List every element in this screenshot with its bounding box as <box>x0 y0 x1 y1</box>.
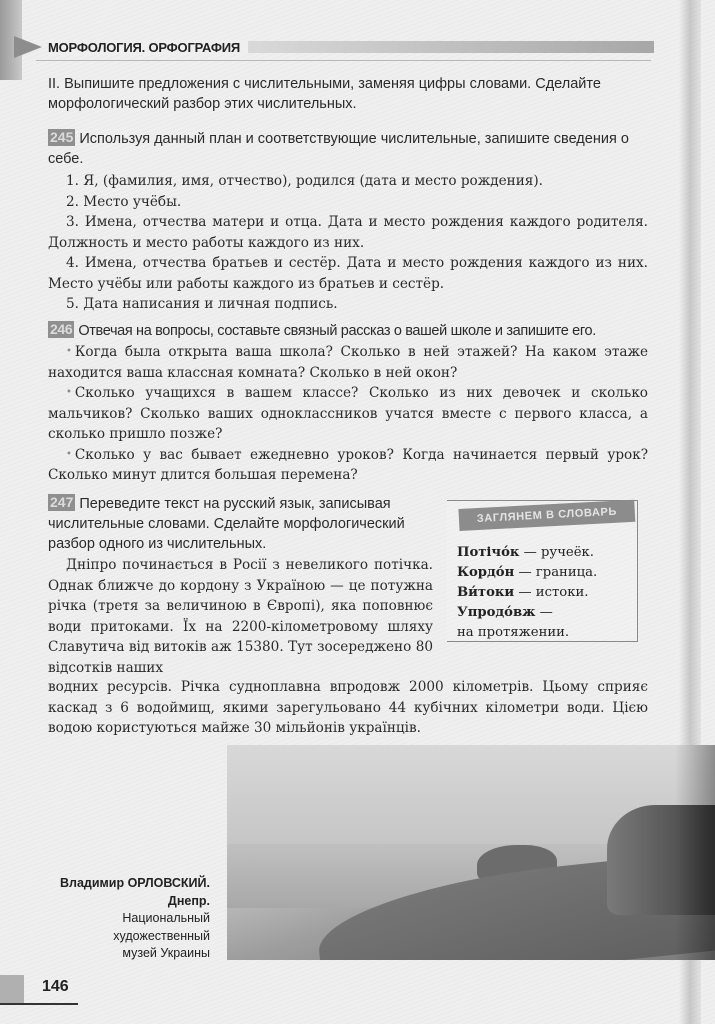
section-header <box>14 36 654 58</box>
dictionary-entry <box>457 623 597 643</box>
header-arrow-icon <box>14 36 42 58</box>
exercise-number-badge: 247 <box>50 494 74 510</box>
plan-item-1: 1. Я, (фамилия, имя, отчество), родился (дата и место рождения). <box>66 173 543 189</box>
exercise-245 <box>48 129 648 315</box>
instruction-text: Переведите текст на русский язык, записывая числительные словами. Сделайте морфологический разбор одного из числительных. <box>48 496 405 552</box>
page-number: 146 <box>42 978 69 995</box>
question-group-2 <box>48 383 648 445</box>
exercise-247 <box>48 494 433 678</box>
question-text: Сколько учащихся в вашем классе? Сколько из них девочек и сколько мальчиков? Сколько ваших одноклассников учатся вместе с первого класса, а сколько пришло позже? <box>48 385 648 442</box>
entry-translation: — <box>539 605 553 620</box>
dictionary-entry <box>457 543 597 563</box>
painting-museum-line-2: художественный <box>113 928 210 943</box>
question-text: Когда была открыта ваша школа? Сколько в ней этажей? На каком этаже находится ваша классная комната? Сколько в ней окон? <box>48 344 648 381</box>
instruction-text: Используя данный план и соответствующие числительные, запишите сведения о себе. <box>48 131 629 167</box>
dictionary-entry <box>457 603 597 623</box>
painting-dnieper-image <box>227 745 715 960</box>
dictionary-entries <box>457 543 597 643</box>
dictionary-entry <box>457 563 597 583</box>
entry-translation: — ручеёк. <box>523 545 594 560</box>
question-group-1 <box>48 342 648 383</box>
section-title: МОРФОЛОГИЯ. ОРФОГРАФИЯ <box>48 40 248 55</box>
bullet-icon: • <box>66 448 72 460</box>
plan-item-2: 2. Место учёбы. <box>66 193 182 210</box>
entry-word: Потічо́к <box>457 545 520 560</box>
exercise-246-instruction <box>48 321 648 341</box>
entry-translation: — граница. <box>518 565 598 580</box>
plan-item-4: 4. Имена, отчества братьев и сестёр. Дата и место рождения каждого из них. Место учёбы или работы каждого из братьев и сестёр. <box>48 255 648 292</box>
exercise-245-instruction <box>48 129 648 169</box>
painting-author: Владимир ОРЛОВСКИЙ. <box>60 876 210 890</box>
page-number-marker <box>0 975 24 1005</box>
painting-shadow <box>675 745 715 960</box>
dictionary-label: ЗАГЛЯНЕМ В СЛОВАРЬ <box>458 500 635 531</box>
entry-translation: на протяжении. <box>457 625 570 640</box>
header-bar <box>248 41 654 53</box>
painting-title: Днепр. <box>167 893 210 908</box>
painting-museum-line-1: Национальный <box>122 911 210 925</box>
question-group-3 <box>48 445 648 486</box>
dictionary-entry <box>457 583 597 603</box>
header-divider <box>36 60 651 61</box>
painting-museum-line-3: музей Украины <box>122 946 210 960</box>
entry-word: Кордо́н <box>457 565 515 580</box>
plan-item-5: 5. Дата написания и личная подпись. <box>66 296 338 312</box>
ukrainian-text-part-1: Дніпро починається в Росії з невеликого потічка. Однак ближче до кордону з Україною — це потужна річка (третя за величиною в Європі), яка поповнює води притоками. Їх на 2200-кілометровому шляху Славутича від витоків аж 15380. Тут зосереджено 80 відсотків наших <box>48 557 433 676</box>
bullet-icon: • <box>66 346 72 357</box>
ukrainian-text-part-2: водних ресурсів. Річка судноплавна впродовж 2000 кілометрів. Цьому сприяє каскад з 6 водоймищ, якими зарегульовано 44 кубічних кілометри води. Цією водою користуються майже 30 мільйонів українців. <box>48 679 648 736</box>
task-part-2-text: II. Выпишите предложения с числительными, заменяя цифры словами. Сделайте морфологический разбор этих числительных. <box>48 76 601 112</box>
exercise-246 <box>48 321 648 486</box>
exercise-number-badge: 245 <box>50 129 74 145</box>
entry-translation: — истоки. <box>518 585 589 600</box>
dictionary-box <box>447 500 638 642</box>
exercise-number-badge: 246 <box>50 321 73 337</box>
question-text: Сколько у вас бывает ежедневно уроков? Когда начинается первый урок? Сколько минут длится большая перемена? <box>48 446 648 483</box>
exercise-247-continued <box>48 677 648 739</box>
instruction-text: Отвечая на вопросы, составьте связный рассказ о вашей школе и запишите его. <box>78 323 596 339</box>
bullet-icon: • <box>66 387 72 398</box>
entry-word: Ви́токи <box>457 585 515 600</box>
exercise-247-instruction <box>48 494 433 554</box>
entry-word: Упродо́вж <box>457 605 536 620</box>
painting-caption <box>40 875 210 963</box>
page-number-underline <box>0 1003 78 1005</box>
plan-item-3: 3. Имена, отчества матери и отца. Дата и место рождения каждого родителя. Должность и место работы каждого из них. <box>48 214 648 251</box>
task-part-2 <box>48 74 648 114</box>
